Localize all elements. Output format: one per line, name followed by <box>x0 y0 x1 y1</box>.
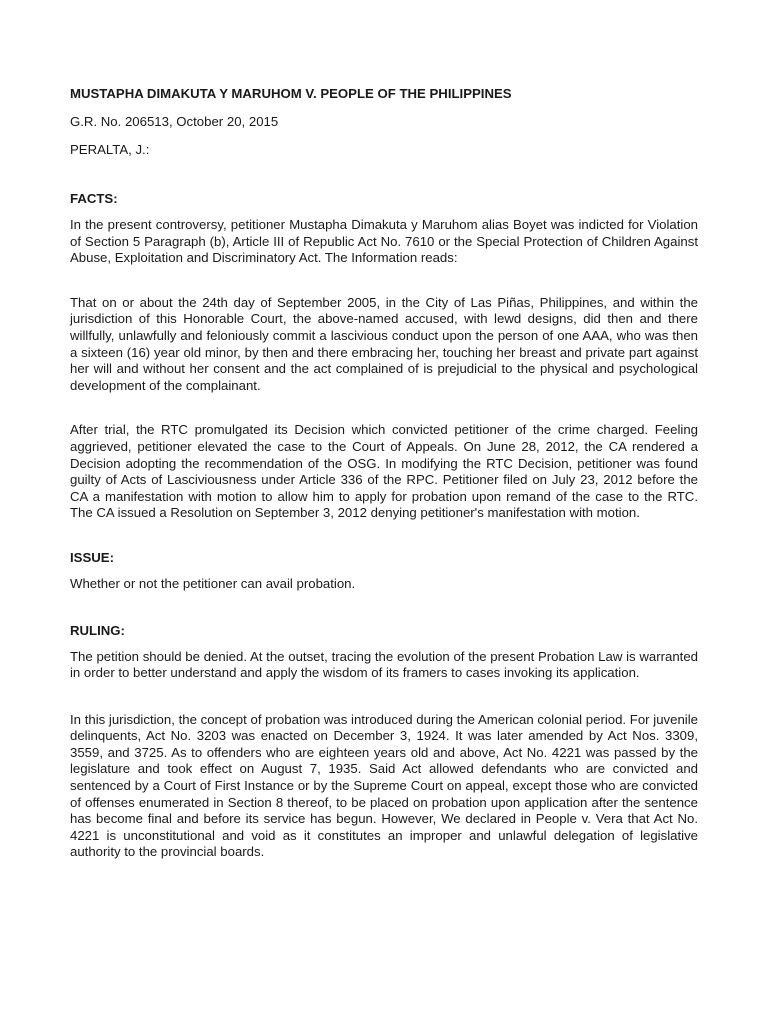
ruling-paragraph: The petition should be denied. At the outset, tracing the evolution of the present Probation Law is warranted in order to better understand and apply the wisdom of its framers to cases invoking its application. <box>70 648 698 681</box>
document-page <box>70 86 698 861</box>
ruling-heading: RULING: <box>70 622 125 638</box>
case-title: MUSTAPHA DIMAKUTA Y MARUHOM V. PEOPLE OF THE PHILIPPINES <box>70 86 512 101</box>
gr-number: G.R. No. 206513, October 20, 2015 <box>70 114 279 129</box>
ruling-paragraph: In this jurisdiction, the concept of probation was introduced during the American colonial period. For juvenile delinquents, Act No. 3203 was enacted on December 3, 1924. It was later amended by Act Nos. 3309, 3559, and 3725. As to offenders who are eighteen years old and above, Act No. 4221 was passed by the legislature and took effect on August 7, 1935. Said Act allowed defendants who are convicted and sentenced by a Court of First Instance or by the Supreme Court on appeal, except those who are convicted of offenses enumerated in Section 8 thereof, to be placed on probation upon application after the sentence has become final and before its service has begun. However, We declared in People v. Vera that Act No. 4221 is unconstitutional and void as it constitutes an improper and unlawful delegation of legislative authority to the provincial boards. <box>70 711 698 860</box>
facts-paragraph: In the present controversy, petitioner Mustapha Dimakuta y Maruhom alias Boyet was indicted for Violation of Section 5 Paragraph (b), Article III of Republic Act No. 7610 or the Special Protection of Children Against Abuse, Exploitation and Discriminatory Act. The Information reads: <box>70 217 698 266</box>
issue-text: Whether or not the petitioner can avail probation. <box>70 575 356 591</box>
facts-heading: FACTS: <box>70 191 118 206</box>
information-paragraph: That on or about the 24th day of September 2005, in the City of Las Piñas, Philippines, and within the jurisdiction of this Honorable Court, the above-named accused, with lewd designs, did then and there willfully, unlawfully and feloniously commit a lascivious conduct upon the person of one AAA, who was then a sixteen (16) year old minor, by then and there embracing her, touching her breast and private part against her will and without her consent and the act complained of is prejudicial to the physical and psychological development of the complainant. <box>70 294 698 393</box>
ponente: PERALTA, J.: <box>70 142 150 157</box>
facts-paragraph: After trial, the RTC promulgated its Decision which convicted petitioner of the crime charged. Feeling aggrieved, petitioner elevated the case to the Court of Appeals. On June 28, 2012, the CA rendered a Decision adopting the recommendation of the OSG. In modifying the RTC Decision, petitioner was found guilty of Acts of Lasciviousness under Article 336 of the RPC. Petitioner filed on July 23, 2012 before the CA a manifestation with motion to allow him to apply for probation upon remand of the case to the RTC. The CA issued a Resolution on September 3, 2012 denying petitioner's manifestation with motion. <box>70 422 698 521</box>
issue-heading: ISSUE: <box>70 549 114 565</box>
